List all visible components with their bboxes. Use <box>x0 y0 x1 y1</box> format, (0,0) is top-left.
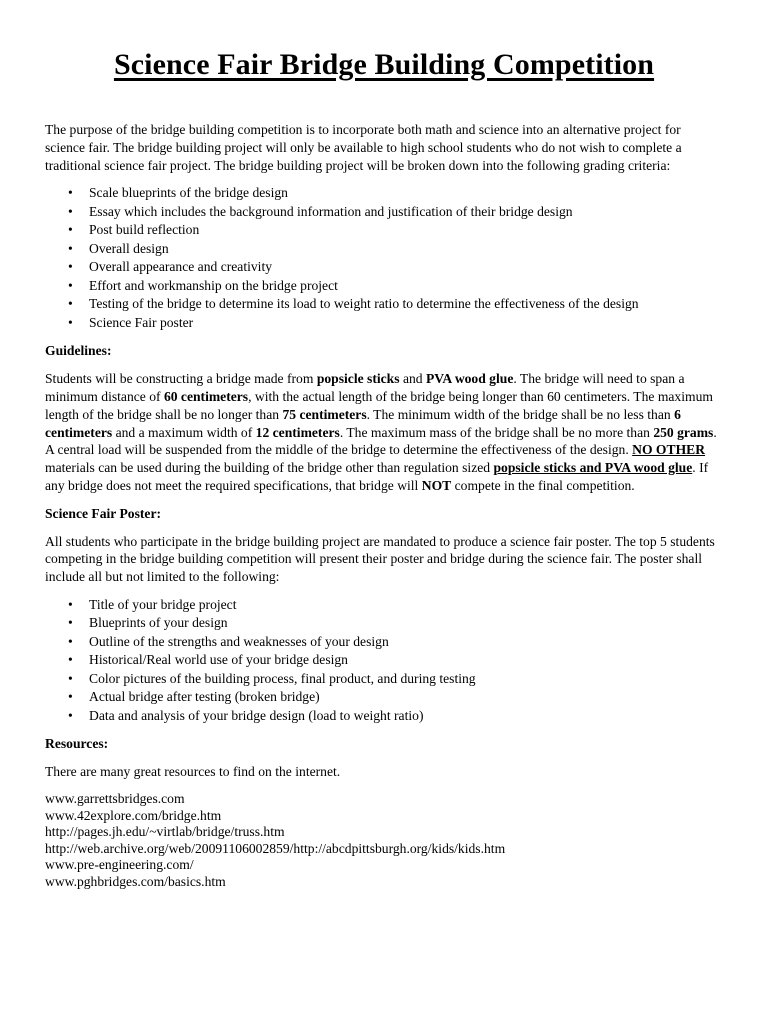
guidelines-emphasis: 250 grams <box>653 424 714 440</box>
poster-paragraph: All students who participate in the bridge building project are mandated to produce a science fair poster. The top 5 students competing in the bridge building competition will present their poster and bridge during the science fair. The poster shall include all but not limited to the following: <box>45 533 715 585</box>
poster-requirements-list <box>45 596 723 726</box>
guidelines-emphasis: 75 centimeters <box>282 406 367 422</box>
list-item: • Overall design <box>89 240 723 259</box>
list-item: • Effort and workmanship on the bridge project <box>89 277 723 296</box>
resource-link[interactable]: www.pre-engineering.com/ <box>45 857 194 873</box>
list-item: • Overall appearance and creativity <box>89 258 723 277</box>
guidelines-emphasis: NOT <box>421 477 452 493</box>
resources-heading: Resources: <box>45 736 109 752</box>
list-item: • Outline of the strengths and weaknesses of your design <box>89 633 723 652</box>
guidelines-emphasis: 60 centimeters <box>163 388 249 404</box>
guidelines-text: . A central load will be suspended from the middle of the bridge to determine the effectiveness of the design. <box>45 424 717 458</box>
list-item: • Essay which includes the background information and justification of their bridge design <box>89 203 723 222</box>
list-item: • Post build reflection <box>89 221 723 240</box>
guidelines-text: and <box>399 371 426 387</box>
resource-link[interactable]: www.garrettsbridges.com <box>45 791 185 807</box>
resources-paragraph: There are many great resources to find on the internet. <box>45 764 341 780</box>
list-item: • Title of your bridge project <box>89 596 723 615</box>
resource-link[interactable]: www.pghbridges.com/basics.htm <box>45 873 226 889</box>
guidelines-text: . The maximum mass of the bridge shall be no more than <box>339 424 654 440</box>
guidelines-text: and a maximum width of <box>112 424 256 440</box>
guidelines-paragraph <box>45 370 723 495</box>
list-item: • Actual bridge after testing (broken bridge) <box>89 688 723 707</box>
document-title: Science Fair Bridge Building Competition <box>113 48 655 81</box>
guidelines-text: . The minimum width of the bridge shall be no less than <box>366 406 675 422</box>
guidelines-text: , with the actual length of the bridge being longer than 60 centimeters. The maximum length of the bridge shall be no longer than <box>45 388 713 422</box>
resource-link[interactable]: http://pages.jh.edu/~virtlab/bridge/truss.htm <box>45 824 285 840</box>
list-item: • Data and analysis of your bridge design (load to weight ratio) <box>89 707 723 726</box>
list-item: • Blueprints of your design <box>89 614 723 633</box>
guidelines-text: materials can be used during the building of the bridge other than regulation sized <box>45 460 494 476</box>
guidelines-emphasis: popsicle sticks <box>316 371 400 387</box>
list-item: • Testing of the bridge to determine its load to weight ratio to determine the effectiveness of the design <box>89 295 723 314</box>
resource-link[interactable]: www.42explore.com/bridge.htm <box>45 807 222 823</box>
guidelines-text: compete in the final competition. <box>451 477 635 493</box>
guidelines-emphasis-underlined: NO OTHER <box>632 442 706 458</box>
guidelines-text: . If any bridge does not meet the required specifications, that bridge will <box>45 460 709 493</box>
guidelines-heading: Guidelines: <box>45 343 112 359</box>
guidelines-emphasis: PVA wood glue <box>425 371 514 387</box>
guidelines-emphasis: 12 centimeters <box>255 424 340 440</box>
guidelines-emphasis-underlined: popsicle sticks and PVA wood glue <box>493 460 693 476</box>
guidelines-text: Students will be constructing a bridge made from <box>45 371 317 387</box>
resource-link[interactable]: http://web.archive.org/web/20091106002859/http://abcdpittsburgh.org/kids/kids.htm <box>45 840 506 856</box>
grading-criteria-list <box>45 184 723 332</box>
poster-heading: Science Fair Poster: <box>45 505 162 521</box>
list-item: • Historical/Real world use of your bridge design <box>89 651 723 670</box>
intro-paragraph: The purpose of the bridge building competition is to incorporate both math and science into an alternative project for science fair. The bridge building project will only be available to high school students who do not wish to complete a traditional science fair project. The bridge building project will be broken down into the following grading criteria: <box>45 122 682 173</box>
resource-links <box>45 791 723 890</box>
list-item: • Scale blueprints of the bridge design <box>89 184 723 203</box>
guidelines-text: . The bridge will need to span a minimum distance of <box>45 371 685 404</box>
list-item: • Science Fair poster <box>89 314 723 333</box>
list-item: • Color pictures of the building process, final product, and during testing <box>89 670 723 689</box>
guidelines-emphasis: 6 centimeters <box>45 406 681 440</box>
